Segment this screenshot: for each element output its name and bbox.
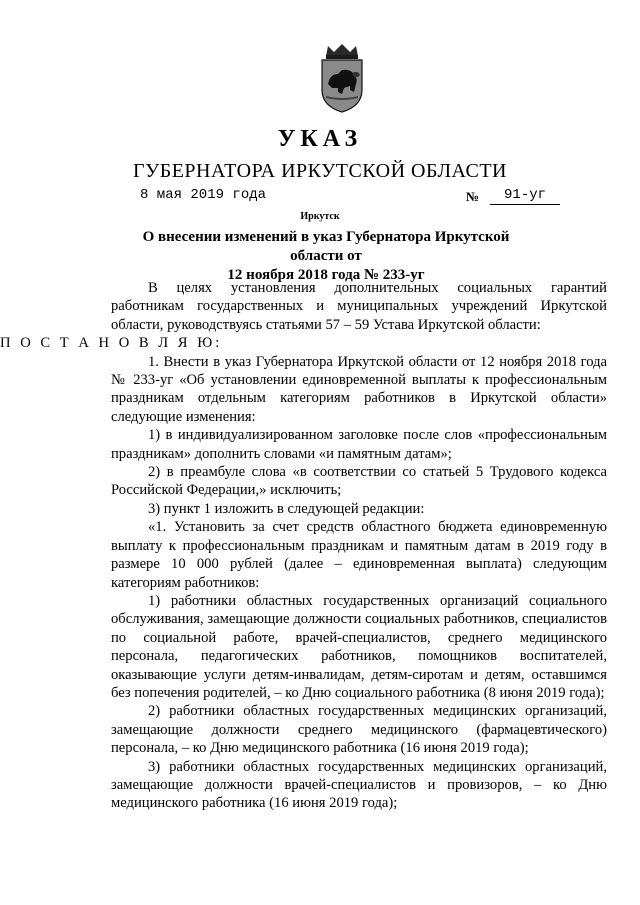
- document-body: [0, 279, 607, 813]
- document-number: [466, 188, 566, 208]
- document-title: УКАЗ: [277, 126, 363, 152]
- number-value: 91-уг: [490, 187, 560, 205]
- subitem-3-paragraph: 3) пункт 1 изложить в следующей редакции:: [148, 500, 425, 517]
- new-item-1-paragraph: «1. Установить за счет средств областного бюджета единовременную выплату к профессиональным праздникам и памятным датам в 2019 году в размере 10 000 рублей (далее – единовременная выплата) следующим категориям работников:: [111, 519, 607, 591]
- document-subtitle: ГУБЕРНАТОРА ИРКУТСКОЙ ОБЛАСТИ: [133, 160, 507, 182]
- subitem-1-paragraph: 1) в индивидуализированном заголовке после слов «профессиональным праздникам» дополнить словами «и памятным датам»;: [111, 427, 607, 462]
- heading-line-1: О внесении изменений в указ Губернатора Иркутской области от: [142, 229, 510, 264]
- category-2-paragraph: 2) работники областных государственных медицинских организаций, замещающие должности среднего медицинского (фармацевтического) персонала, – ко Дню медицинского работника (16 июня 2019 года);: [111, 703, 607, 757]
- subitem-2-paragraph: 2) в преамбуле слова «в соответствии со статьей 5 Трудового кодекса Российской Федерации,» исключить;: [111, 464, 607, 499]
- category-3-paragraph: 3) работники областных государственных медицинских организаций, замещающие должности врачей-специалистов и провизоров, – ко Дню медицинского работника (16 июня 2019 года);: [111, 758, 607, 812]
- document-heading: [130, 228, 522, 285]
- preamble-paragraph: В целях установления дополнительных социальных гарантий работникам государственных и муниципальных учреждений Иркутской области, руководствуясь статьями 57 – 59 Устава Иркутской области:: [111, 280, 607, 333]
- document-city: Иркутск: [300, 211, 340, 222]
- decree-word: П О С Т А Н О В Л Я Ю:: [0, 335, 223, 352]
- item-1-paragraph: 1. Внести в указ Губернатора Иркутской области от 12 ноября 2018 года № 233-уг «Об установлении единовременной выплаты к профессиональным праздникам отдельным категориям работников в Иркутской области» следующие изменения:: [111, 353, 607, 425]
- category-1-paragraph: 1) работники областных государственных организаций социального обслуживания, замещающие должности социальных работников, специалистов по социальной работе, врачей-специалистов, среднего медицинского персонала, педагогических работников, помощников воспитателей, оказывающие услуги детям-инвалидам, детям-сиротам и детям, оставшимся без попечения родителей, – ко Дню социального работника (8 июня 2019 года);: [111, 592, 607, 701]
- heading-line-2: 12 ноября 2018 года № 233-уг: [227, 267, 425, 283]
- document-date: 8 мая 2019 года: [140, 187, 267, 203]
- irkutsk-coat-of-arms-icon: [318, 42, 366, 114]
- number-sign: №: [466, 189, 480, 204]
